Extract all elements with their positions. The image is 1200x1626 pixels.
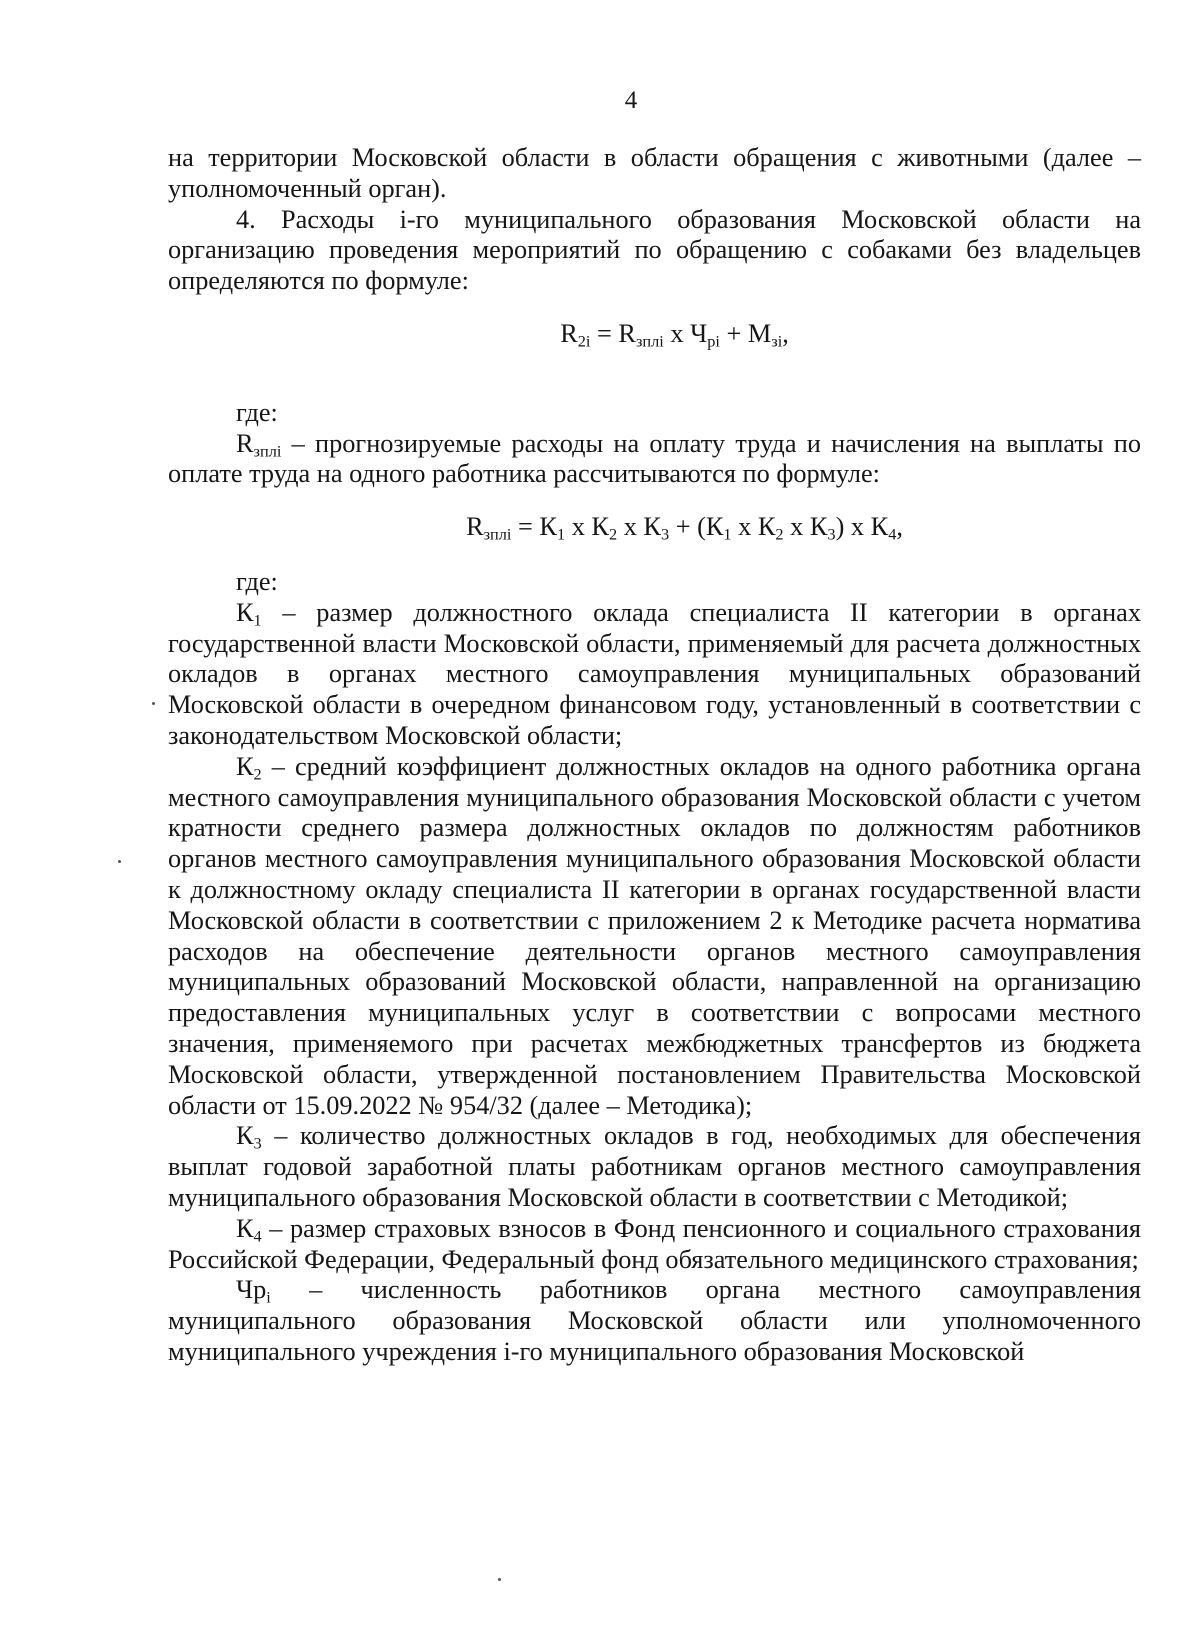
page-number: 4 (624, 87, 638, 114)
where-label-1: где: (236, 397, 278, 427)
document-body (168, 143, 1141, 1368)
definition-k1: $К_1$ – размер должностного оклада специалиста II категории в органах государственной власти Московской области, применяемый для расчета должностных окладов в органах местного самоуправления муниципальных образований Московской области в очередном финансовом году, установленный в соответствии с законодательством Московской области; (168, 597, 1141, 750)
scan-speck (118, 860, 121, 863)
definition-chp: $Чр_i$ – численность работников органа местного самоуправления муниципального образования Московской области или уполномоченного муниципального учреждения i-го муниципального образования Московской (168, 1275, 1141, 1366)
definition-r-zpl: $R_{зплi}$ – прогнозируемые расходы на оплату труда и начисления на выплаты по оплате труда на одного работника рассчитываются по формуле: (168, 428, 1141, 489)
formula-r-zpl: $R_{зплi} = К_1$ х $К_2$ х $К_3 + (К_1$ х $К_2$ х $К_3$) х $К_4$, (466, 512, 903, 544)
paragraph-intro-continuation: на территории Московской области в области обращения с животными (далее – уполномоченный орган). (168, 143, 1141, 203)
definition-k4: $К_4$ – размер страховых взносов в Фонд пенсионного и социального страхования Российской Федерации, Федеральный фонд обязательного медицинского страхования; (168, 1213, 1141, 1274)
paragraph-4: 4. Расходы i-го муниципального образования Московской области на организацию проведения мероприятий по обращению с собаками без владельцев определяются по формуле: (168, 204, 1141, 296)
formula-r2i: $R_{2i} = R_{зплi}$ х $Ч_{рi} + М_{зi}$, (560, 318, 789, 351)
where-label-2: где: (236, 566, 278, 596)
definition-k2: $К_2$ – средний коэффициент должностных окладов на одного работника органа местного самоуправления муниципального образования Московской области с учетом кратности среднего размера должностных окладов по должностям работников органов местного самоуправления муниципального образования Московской области к должностному окладу специалиста II категории в органах государственной власти Московской области в соответствии с приложением 2 к Методике расчета норматива расходов на обеспечение деятельности органов местного самоуправления муниципальных образований Московской области, направленной на организацию предоставления муниципальных услуг в соответствии с вопросами местного значения, применяемого при расчетах межбюджетных трансфертов из бюджета Московской области, утвержденной постановлением Правительства Московской области от 15.09.2022 № 954/32 (далее – Методика); (168, 751, 1141, 1120)
definition-k3: $К_3$ – количество должностных окладов в год, необходимых для обеспечения выплат годовой заработной платы работникам органов местного самоуправления муниципального образования Московской области в соответствии с Методикой; (168, 1121, 1141, 1212)
scan-speck (152, 702, 155, 705)
scan-speck (498, 1578, 501, 1581)
